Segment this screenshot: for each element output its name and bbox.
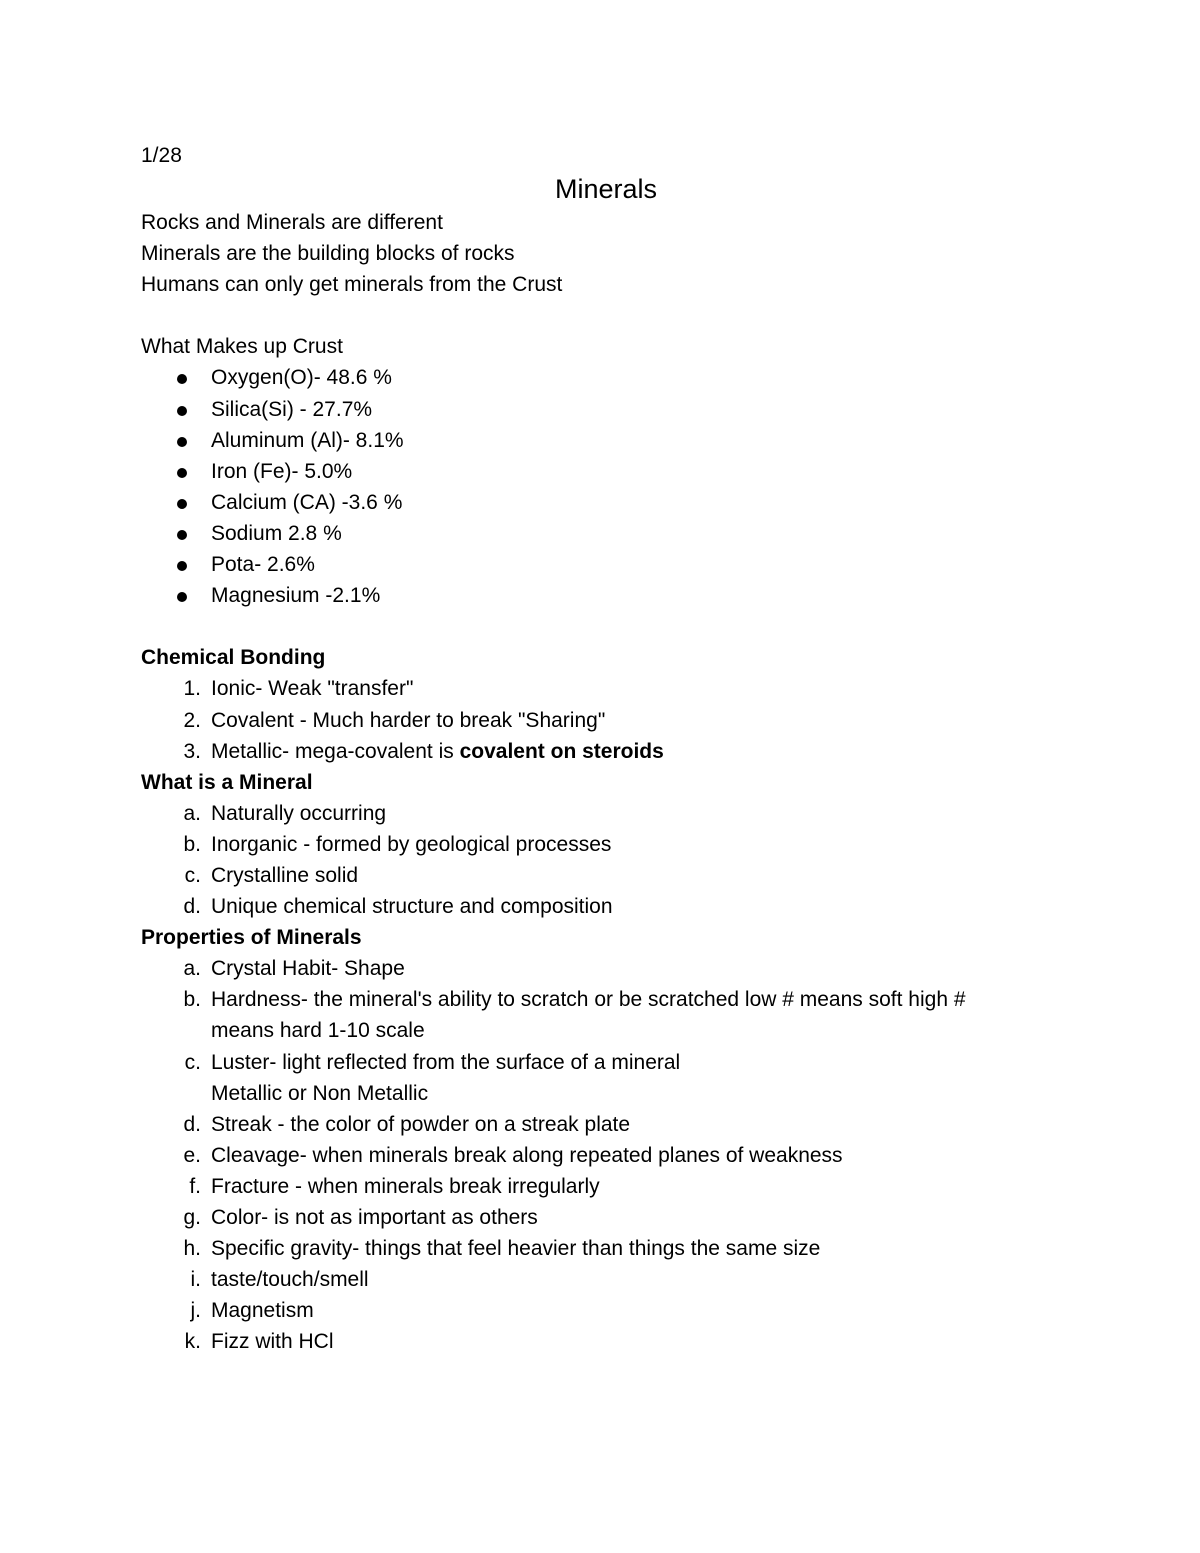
list-item: Pota- 2.6%	[141, 549, 1071, 580]
mineral-heading: What is a Mineral	[141, 770, 313, 794]
list-marker: b.	[183, 832, 201, 856]
bold-phrase: covalent on steroids	[459, 739, 664, 763]
intro-line: Rocks and Minerals are different	[141, 211, 443, 234]
list-item: b. Hardness- the mineral's ability to scratch or be scratched low # means soft high # means hard 1-10 scale	[141, 984, 1071, 1046]
list-marker: a.	[183, 957, 201, 981]
list-marker: b.	[183, 988, 201, 1012]
list-item: 1. Ionic- Weak "transfer"	[141, 673, 1071, 704]
list-marker: d.	[183, 895, 201, 919]
list-item: d. Streak - the color of powder on a streak plate	[141, 1109, 1071, 1140]
list-item: Silica(Si) - 27.7%	[141, 394, 1071, 425]
list-marker: 3.	[183, 739, 201, 763]
bullet-icon	[177, 530, 187, 540]
blank-line	[141, 300, 1071, 331]
list-marker: g.	[183, 1206, 201, 1229]
list-item: f. Fracture - when minerals break irregularly	[141, 1171, 1071, 1202]
properties-list	[141, 953, 1071, 1357]
list-item: e. Cleavage- when minerals break along repeated planes of weakness	[141, 1140, 1071, 1171]
bonding-heading: Chemical Bonding	[141, 646, 326, 670]
list-item: c. Luster- light reflected from the surface of a mineral Metallic or Non Metallic	[141, 1047, 1071, 1109]
list-marker: c.	[184, 863, 201, 887]
list-item: Aluminum (Al)- 8.1%	[141, 425, 1071, 456]
bullet-icon	[177, 499, 187, 509]
list-marker: c.	[184, 1050, 201, 1074]
bullet-icon	[177, 437, 187, 447]
list-item: i. taste/touch/smell	[141, 1264, 1071, 1295]
crust-heading: What Makes up Crust	[141, 335, 343, 359]
page-title: Minerals	[554, 174, 658, 204]
list-marker: e.	[183, 1143, 201, 1167]
list-marker: a.	[183, 801, 201, 825]
list-item: d. Unique chemical structure and composition	[141, 891, 1071, 922]
list-marker: j.	[190, 1299, 201, 1323]
list-item: j. Magnetism	[141, 1295, 1071, 1326]
properties-heading: Properties of Minerals	[141, 926, 362, 950]
list-item: Sodium 2.8 %	[141, 518, 1071, 549]
intro-line: Humans can only get minerals from the Crust	[141, 273, 563, 297]
bonding-list	[141, 673, 1071, 766]
list-item: Oxygen(O)- 48.6 %	[141, 362, 1071, 393]
list-item: 3. Metallic- mega-covalent is covalent on steroids	[141, 736, 1071, 767]
list-item: Magnesium -2.1%	[141, 580, 1071, 611]
blank-line	[141, 611, 1071, 642]
list-marker: d.	[183, 1112, 201, 1136]
list-item: Iron (Fe)- 5.0%	[141, 456, 1071, 487]
bullet-icon	[177, 592, 187, 602]
list-item: 2. Covalent - Much harder to break "Sharing"	[141, 705, 1071, 736]
list-marker: 2.	[183, 708, 201, 732]
bullet-icon	[177, 561, 187, 571]
list-marker: 1.	[183, 677, 201, 701]
bullet-icon	[177, 468, 187, 478]
list-item: h. Specific gravity- things that feel heavier than things the same size	[141, 1233, 1071, 1264]
list-item: a. Crystal Habit- Shape	[141, 953, 1071, 984]
list-item: a. Naturally occurring	[141, 798, 1071, 829]
list-marker: k.	[184, 1330, 201, 1354]
list-item: g. Color- is not as important as others	[141, 1202, 1071, 1233]
list-marker: f.	[189, 1174, 201, 1198]
date: 1/28	[141, 144, 182, 167]
list-marker: h.	[183, 1237, 201, 1261]
list-item: k. Fizz with HCl	[141, 1326, 1071, 1357]
bullet-icon	[177, 374, 187, 384]
continuation-line: Metallic or Non Metallic	[211, 1081, 429, 1105]
list-marker: i.	[190, 1268, 201, 1292]
continuation-line: means hard 1-10 scale	[211, 1019, 425, 1043]
list-item: Calcium (CA) -3.6 %	[141, 487, 1071, 518]
intro-line: Minerals are the building blocks of rocks	[141, 242, 515, 266]
bullet-icon	[177, 406, 187, 416]
list-item: b. Inorganic - formed by geological processes	[141, 829, 1071, 860]
crust-list	[141, 362, 1071, 611]
list-item: c. Crystalline solid	[141, 860, 1071, 891]
document-page	[141, 140, 1071, 1357]
mineral-list	[141, 798, 1071, 922]
